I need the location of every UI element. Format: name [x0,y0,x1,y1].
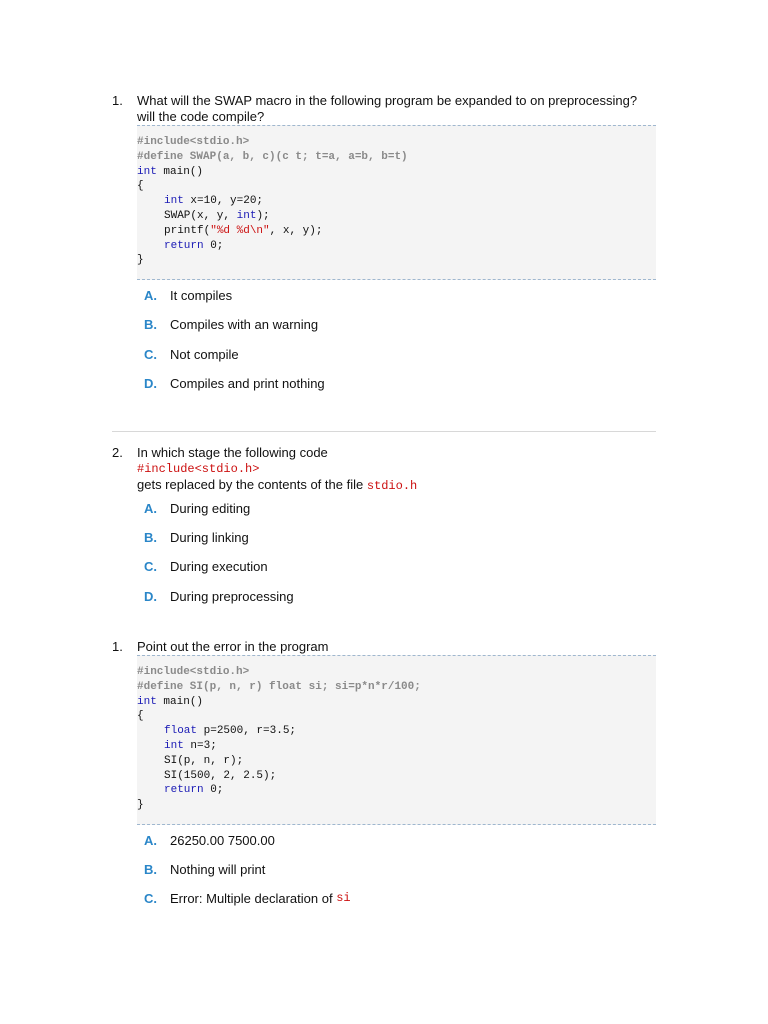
option-letter: B. [144,530,157,546]
code-line [137,209,656,224]
option-text: Not compile [170,346,239,362]
section-divider [112,431,656,432]
inline-code: stdio.h [366,479,418,493]
question-text: Point out the error in the program [137,639,329,654]
code-text: , x, y); [269,224,323,237]
option-letter: C. [144,891,157,907]
code-line: { [137,180,144,193]
code-line: } [137,254,144,267]
code-keyword: int [137,695,157,708]
question-text-line: What will the SWAP macro in the following program be expanded to on preprocessing? [137,93,638,108]
options-list [144,288,656,405]
code-line: #define SI(p, n, r) float si; si=p*n*r/100; [137,680,421,693]
option-a[interactable] [144,288,656,317]
option-text: Compiles with an warning [170,317,319,333]
code-line [137,724,656,739]
option-letter: D. [144,375,157,391]
question-2-header [112,445,656,494]
code-line: #include<stdio.h> [137,666,250,678]
option-letter: A. [144,288,157,304]
code-keyword: int [164,739,184,752]
option-letter: D. [144,588,157,604]
code-keyword: return [164,239,204,252]
option-letter: C. [144,346,157,362]
option-text: During preprocessing [170,588,294,604]
option-text: It compiles [170,288,233,304]
question-text-part: gets replaced by the contents of the file [137,477,367,492]
code-text: 0; [203,239,224,252]
option-letter: A. [144,501,157,516]
option-d[interactable] [144,376,656,405]
code-keyword: float [164,725,198,738]
inline-code-line: #include<stdio.h> [137,462,260,476]
option-letter: C. [144,559,157,575]
question-text-line: In which stage the following code [137,445,328,460]
option-d[interactable] [144,589,656,618]
option-b[interactable] [144,530,656,559]
code-line: #define SWAP(a, b, c)(c t; t=a, a=b, b=t) [137,150,408,163]
code-text: n=3; [183,739,217,752]
code-line: } [137,799,144,812]
code-line [137,224,656,239]
code-block [137,655,656,825]
option-letter: A. [144,832,157,848]
option-text: During execution [170,559,268,575]
option-text: 26250.00 7500.00 [170,832,275,848]
question-1 [112,93,656,405]
question-3-header [112,639,656,655]
code-line: #include<stdio.h> [137,136,250,148]
question-text-line [137,477,656,494]
option-c[interactable] [144,347,656,376]
code-line [137,695,656,710]
question-3 [112,639,656,921]
option-text: During editing [170,501,251,516]
question-1-header [112,93,656,125]
options-list [144,833,656,921]
option-letter: B. [144,862,157,878]
code-keyword: int [236,209,257,222]
code-line [137,739,656,754]
question-number: 1. [112,93,123,108]
code-keyword: int [164,195,184,208]
option-text: Nothing will print [170,862,266,878]
options-list [144,501,656,618]
question-number: 1. [112,639,123,654]
code-text: p=2500, r=3.5; [197,725,297,738]
code-line: { [137,710,144,723]
option-c[interactable] [144,559,656,588]
inline-code: si [336,891,351,906]
option-a[interactable] [144,501,656,530]
question-text [137,445,656,494]
question-2 [112,445,656,618]
code-line: SI(p, n, r); [164,754,244,767]
question-number: 2. [112,445,123,460]
option-text: During linking [170,530,249,546]
code-text: ); [256,209,270,222]
code-text: SWAP(x, y, [164,209,237,222]
code-keyword: return [164,784,204,797]
option-text: Compiles and print nothing [170,375,325,391]
option-c[interactable] [144,891,656,920]
code-text: 0; [203,784,224,797]
code-line [137,194,656,209]
code-line [137,165,656,180]
code-keyword: int [137,165,157,178]
code-string: "%d %d\n" [210,224,270,237]
code-line: SI(1500, 2, 2.5); [164,769,277,782]
option-b[interactable] [144,317,656,346]
option-text: Error: Multiple declaration of [170,891,337,907]
code-text: x=10, y=20; [183,195,264,208]
code-block [137,125,656,280]
code-line [137,783,656,798]
option-a[interactable] [144,833,656,862]
code-text: main() [156,165,204,178]
code-text: main() [156,695,204,708]
question-text [137,93,656,125]
code-line [137,239,656,254]
option-b[interactable] [144,862,656,891]
code-text: printf( [164,224,211,237]
option-letter: B. [144,317,157,333]
question-text-line: will the code compile? [137,109,265,124]
